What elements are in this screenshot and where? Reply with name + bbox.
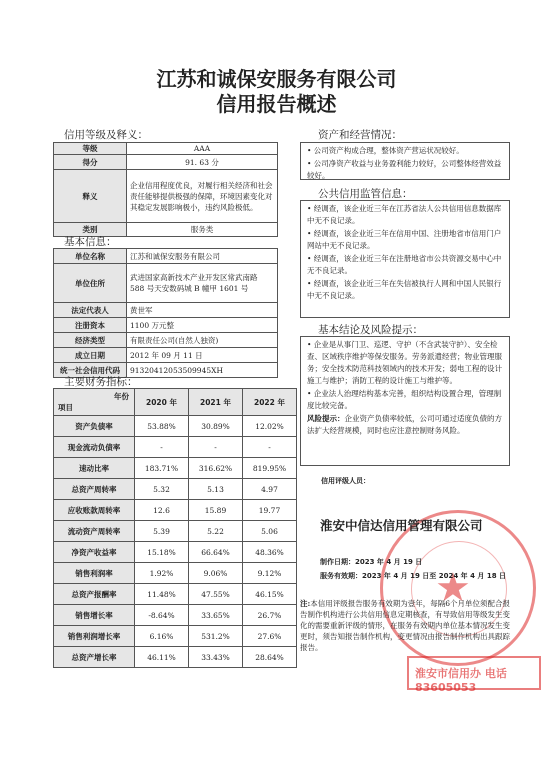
financial-heading: 主要财务指标： xyxy=(64,376,138,388)
financial-value: 26.7% xyxy=(243,605,297,626)
financial-value: 5.22 xyxy=(189,521,243,542)
basic-label: 成立日期 xyxy=(54,348,127,363)
financial-row xyxy=(54,416,297,437)
financial-label: 净资产收益率 xyxy=(54,542,135,563)
basic-value: 黄世军 xyxy=(127,303,278,318)
basic-label: 单位住所 xyxy=(54,264,127,303)
financial-row xyxy=(54,563,297,584)
basic-label: 经济类型 xyxy=(54,333,127,348)
financial-label: 总资产报酬率 xyxy=(54,584,135,605)
rating-label: 等级 xyxy=(54,143,127,155)
financial-value: 28.64% xyxy=(243,647,297,668)
financial-value: 5.06 xyxy=(243,521,297,542)
footnote-text: 本信用评级报告服务有效期为壹年，每隔6个月单位须配合报告制作机构进行公共信用信息定期核查，有导致信用等级发生变化的需要重新评级的情形，在服务有效期内单位基本情况发生变更时，须告知报告制作机构，变更情况由报告制作机构出具跟踪报告。 xyxy=(300,599,511,652)
financial-value: 19.77 xyxy=(243,500,297,521)
made-label: 制作日期： xyxy=(320,558,355,566)
conclusion-box xyxy=(300,336,510,466)
valid-label: 服务有效期： xyxy=(320,572,362,580)
basic-label: 注册资本 xyxy=(54,318,127,333)
assets-heading: 资产和经营情况： xyxy=(318,129,402,141)
financial-row xyxy=(54,521,297,542)
basic-value: 2012 年 09 月 11 日 xyxy=(127,348,278,363)
financial-value: 48.36% xyxy=(243,542,297,563)
financial-value: - xyxy=(135,437,189,458)
rating-table xyxy=(53,142,278,237)
valid-range: 2023 年 4 月 19 日至 2024 年 4 月 18 日 xyxy=(362,572,506,580)
financial-row xyxy=(54,479,297,500)
basic-info-table xyxy=(53,248,278,378)
financial-row xyxy=(54,605,297,626)
supervision-box xyxy=(300,200,510,318)
meaning-label: 释义 xyxy=(54,170,127,223)
basic-value: 江苏和诚保安服务有限公司 xyxy=(127,249,278,264)
report-title: 信用报告概述 xyxy=(216,92,337,116)
basic-label: 法定代表人 xyxy=(54,303,127,318)
year-header: 2021 年 xyxy=(189,389,243,416)
financial-label: 资产负债率 xyxy=(54,416,135,437)
evaluator-label: 信用评级人员： xyxy=(321,477,370,485)
financial-value: 53.88% xyxy=(135,416,189,437)
financial-value: 47.55% xyxy=(189,584,243,605)
financial-label: 应收账款周转率 xyxy=(54,500,135,521)
financial-value: - xyxy=(189,437,243,458)
supervision-item: • 经调查，该企业近三年在江苏省法人公共信用信息数据库中无不良记录。 xyxy=(307,204,502,225)
financial-value: 11.48% xyxy=(135,584,189,605)
footnote xyxy=(300,598,515,653)
financial-row xyxy=(54,584,297,605)
basic-value: 1100 万元整 xyxy=(127,318,278,333)
financial-value: 46.11% xyxy=(135,647,189,668)
financial-label: 总资产增长率 xyxy=(54,647,135,668)
financial-row xyxy=(54,626,297,647)
financial-value: 15.18% xyxy=(135,542,189,563)
basic-value: 武进国家高新技术产业开发区常武南路 588 号天安数码城 B 幢甲 1601 号 xyxy=(127,264,278,303)
score-label: 得分 xyxy=(54,155,127,170)
financial-value: 15.89 xyxy=(189,500,243,521)
financial-value: -8.64% xyxy=(135,605,189,626)
risk-label: 风险提示： xyxy=(307,414,345,423)
financial-value: 33.65% xyxy=(189,605,243,626)
financial-table xyxy=(53,388,297,668)
financial-value: 5.32 xyxy=(135,479,189,500)
supervision-item: • 经调查，该企业近三年在信用中国、注册地省市信用门户网站中无不良记录。 xyxy=(307,229,502,250)
risk-text: 企业资产负债率较低，公司可通过适度负债的方法扩大经营规模，同时也应注意控制财务风险。 xyxy=(307,414,502,435)
financial-value: 4.97 xyxy=(243,479,297,500)
financial-value: 9.12% xyxy=(243,563,297,584)
financial-value: 27.6% xyxy=(243,626,297,647)
corner-item: 项目 xyxy=(58,403,73,412)
financial-value: 46.15% xyxy=(243,584,297,605)
assets-item: • 公司净资产收益与业务盈利能力较好，公司整体经营效益较好。 xyxy=(307,159,502,180)
year-header: 2020 年 xyxy=(135,389,189,416)
financial-value: 316.62% xyxy=(189,458,243,479)
contact-stamp xyxy=(407,656,541,694)
conclusion-heading: 基本结论及风险提示： xyxy=(318,324,423,336)
financial-value: 5.13 xyxy=(189,479,243,500)
score-value: 91. 63 分 xyxy=(127,155,278,170)
financial-label: 总资产周转率 xyxy=(54,479,135,500)
made-date: 2023 年 4 月 19 日 xyxy=(355,558,423,566)
company-title: 江苏和诚保安服务有限公司 xyxy=(156,67,397,91)
financial-label: 现金流动负债率 xyxy=(54,437,135,458)
basic-label: 单位名称 xyxy=(54,249,127,264)
basic-info-heading: 基本信息： xyxy=(64,236,117,248)
rating-heading: 信用等级及释义： xyxy=(64,129,148,141)
financial-label: 销售利润增长率 xyxy=(54,626,135,647)
corner-year: 年份 xyxy=(114,392,129,401)
financial-row xyxy=(54,437,297,458)
category-label: 类别 xyxy=(54,223,127,237)
financial-row xyxy=(54,647,297,668)
financial-label: 速动比率 xyxy=(54,458,135,479)
official-seal: ★ xyxy=(380,510,536,666)
financial-value: 531.2% xyxy=(189,626,243,647)
financial-label: 销售利润率 xyxy=(54,563,135,584)
year-header: 2022 年 xyxy=(243,389,297,416)
agency-name: 淮安中信达信用管理有限公司 xyxy=(320,518,483,533)
valid-row xyxy=(320,571,506,581)
supervision-item: • 经调查，该企业近三年在失信被执行人网和中国人民银行中无不良记录。 xyxy=(307,279,502,300)
financial-label: 流动资产周转率 xyxy=(54,521,135,542)
category-value: 服务类 xyxy=(127,223,278,237)
financial-value: 33.43% xyxy=(189,647,243,668)
financial-value: 12.6 xyxy=(135,500,189,521)
supervision-heading: 公共信用监管信息： xyxy=(318,188,413,200)
financial-value: 6.16% xyxy=(135,626,189,647)
financial-value: 30.89% xyxy=(189,416,243,437)
financial-value: 9.06% xyxy=(189,563,243,584)
basic-value: 91320412053509945XH xyxy=(127,363,278,378)
risk-note xyxy=(307,413,503,437)
financial-row xyxy=(54,500,297,521)
financial-value: 66.64% xyxy=(189,542,243,563)
financial-value: - xyxy=(243,437,297,458)
financial-row xyxy=(54,458,297,479)
assets-box xyxy=(300,142,510,180)
financial-value: 819.95% xyxy=(243,458,297,479)
contact-stamp-text: 淮安市信用办 电话83605053 xyxy=(415,667,507,694)
financial-value: 1.92% xyxy=(135,563,189,584)
financial-label: 销售增长率 xyxy=(54,605,135,626)
meaning-value: 企业信用程度优良，对履行相关经济和社会责任能够提供极强的保障，环境因素变化对其稳定发展影响极小，违约风险极低。 xyxy=(127,170,278,223)
conclusion-item: • 企业是从事门卫、巡逻、守护（不含武装守护）、安全检查、区域秩序维护等保安服务。劳务派遣经营；物业管理服务；安全技术防范科技领域内的技术开发；弱电工程的设计施工与维护；消防工程的设计施工与维护等。 xyxy=(307,340,502,385)
basic-label: 统一社会信用代码 xyxy=(54,363,127,378)
financial-value: 5.39 xyxy=(135,521,189,542)
financial-row xyxy=(54,542,297,563)
rating-value: AAA xyxy=(127,143,278,155)
supervision-item: • 经调查，该企业近三年在注册地省市公共资源交易中心中无不良记录。 xyxy=(307,254,502,275)
financial-value: 12.02% xyxy=(243,416,297,437)
conclusion-item: • 企业法人治理结构基本完善，组织结构设置合理，管理制度比较完备。 xyxy=(307,389,502,410)
footnote-label: 注: xyxy=(300,599,311,608)
financial-value: 183.71% xyxy=(135,458,189,479)
basic-value: 有限责任公司(自然人独资) xyxy=(127,333,278,348)
made-date-row xyxy=(320,557,422,567)
corner-cell xyxy=(54,389,135,416)
assets-item: • 公司资产构成合理，整体资产营运状况较好。 xyxy=(307,146,464,155)
